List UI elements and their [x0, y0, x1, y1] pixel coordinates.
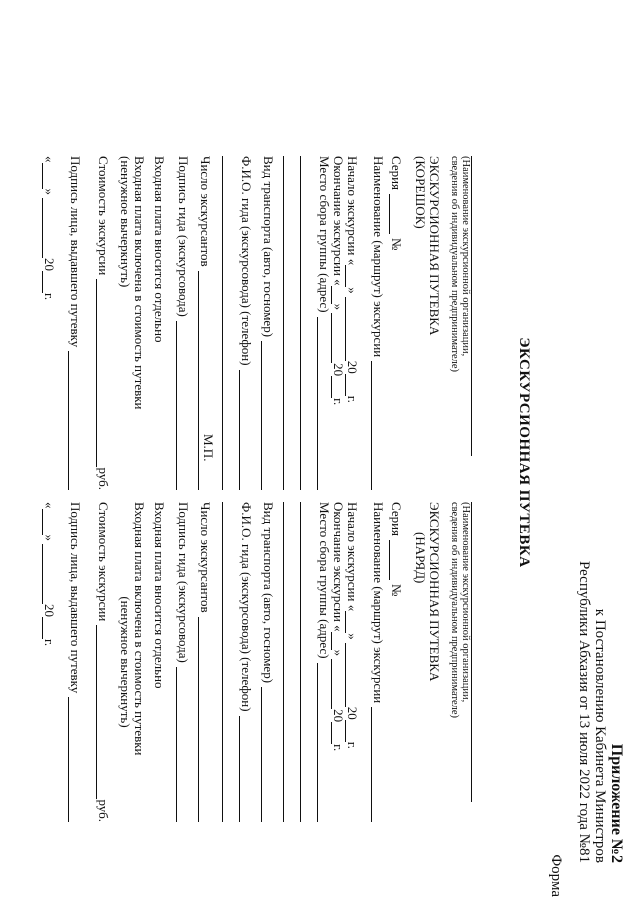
order-transport-field[interactable]	[261, 687, 274, 822]
order-fee-included: Входная плата включена в стоимость путевки	[132, 502, 147, 756]
order-strike-note: (ненужное вычеркнуть)	[118, 596, 133, 728]
issue-date-row	[42, 156, 56, 490]
stub-column	[42, 156, 486, 490]
start-row	[345, 156, 359, 490]
start-quote: »	[345, 287, 360, 294]
strike-note: (ненужное вычеркнуть)	[118, 156, 133, 288]
order-issue-date-close: »	[42, 534, 57, 541]
cost-row	[96, 156, 110, 490]
order-start-row	[345, 502, 359, 822]
end-row	[331, 156, 345, 490]
order-end-month-field[interactable]	[331, 659, 344, 709]
org-caption-2: сведения об индивидуальном предпринимателе)	[449, 156, 460, 373]
end-year-field[interactable]	[331, 376, 344, 398]
issue-year-field[interactable]	[42, 271, 55, 293]
order-guide-name-label: Ф.И.О. гида (экскурсовода) (телефон)	[239, 502, 254, 712]
guide-sign-field[interactable]	[176, 321, 189, 490]
guide-name-label: Ф.И.О. гида (экскурсовода) (телефон)	[239, 156, 254, 366]
appendix-line-2: к Постановлению Кабинета Министров	[592, 608, 608, 863]
order-start-day-field[interactable]	[345, 611, 358, 633]
order-issue-year-field[interactable]	[42, 617, 55, 639]
order-doc-title: ЭКСКУРСИОННАЯ ПУТЕВКА	[427, 502, 442, 682]
order-issue-date-open: «	[42, 502, 57, 509]
meeting-label: Место сбора группы (адрес)	[317, 156, 332, 313]
rub-label: руб.	[96, 467, 111, 490]
order-issuer-sign-field[interactable]	[68, 697, 81, 822]
order-number-label: №	[389, 584, 404, 597]
issue-year-prefix: 20	[42, 258, 57, 271]
order-doc-subtitle: (НАРЯД)	[413, 532, 428, 584]
order-issue-month-field[interactable]	[42, 544, 55, 604]
meeting-field[interactable]	[317, 317, 330, 490]
order-issuer-sign-row	[68, 502, 82, 822]
guide-name-row	[239, 156, 253, 490]
order-end-day-field[interactable]	[331, 632, 344, 650]
start-year-suffix: г.	[345, 395, 360, 403]
order-org-name-field	[471, 502, 486, 802]
order-rub-label: руб.	[96, 799, 111, 822]
order-cost-field[interactable]	[96, 625, 109, 799]
order-end-row	[331, 502, 345, 822]
order-column	[42, 502, 486, 822]
stamp-place: М.П.	[201, 434, 216, 462]
order-route-row	[371, 502, 385, 822]
order-start-year-field[interactable]	[345, 720, 358, 742]
end-quote: »	[331, 303, 346, 311]
order-issue-date-row	[42, 502, 56, 822]
cost-label: Стоимость экскурсии	[96, 156, 111, 276]
fee-included: Входная плата включена в стоимость путевки	[132, 156, 147, 410]
route-label: Наименование (маршрут) экскурсии	[371, 156, 386, 358]
order-guide-name-row	[239, 502, 253, 822]
issuer-sign-label: Подпись лица, выдавшего путевку	[68, 156, 83, 348]
order-series-label: Серия	[389, 502, 404, 537]
issuer-sign-field[interactable]	[68, 351, 81, 490]
issue-day-field[interactable]	[42, 163, 55, 189]
meeting-extra-line-2[interactable]	[283, 156, 300, 490]
order-issuer-sign-label: Подпись лица, выдавшего путевку	[68, 502, 83, 694]
end-label: Окончание экскурсии «	[331, 156, 346, 286]
order-series-row	[389, 502, 403, 822]
end-month-field[interactable]	[331, 313, 344, 363]
order-route-label: Наименование (маршрут) экскурсии	[371, 502, 386, 704]
order-guide-sign-field[interactable]	[176, 667, 189, 822]
meeting-extra-line[interactable]	[300, 156, 317, 490]
order-meeting-extra-line[interactable]	[300, 502, 317, 822]
appendix-header	[576, 561, 624, 863]
order-end-quote: »	[331, 649, 346, 657]
issue-year-suffix: г.	[42, 293, 57, 301]
end-year-prefix: 20	[331, 363, 346, 377]
cost-field[interactable]	[96, 279, 109, 467]
transport-field[interactable]	[261, 341, 274, 490]
issuer-sign-row	[68, 156, 82, 490]
order-route-field[interactable]	[371, 707, 384, 822]
page-title: ЭКСКУРСИОННАЯ ПУТЕВКА	[516, 337, 532, 568]
order-end-year-suffix: г.	[331, 744, 346, 752]
order-guide-name-extra-line[interactable]	[222, 502, 239, 822]
order-transport-row	[261, 502, 275, 822]
order-guide-name-field[interactable]	[239, 716, 252, 822]
start-year-field[interactable]	[345, 374, 358, 396]
start-month-field[interactable]	[345, 297, 358, 361]
stub-doc-title: ЭКСКУРСИОННАЯ ПУТЕВКА	[427, 156, 442, 336]
stub-doc-subtitle: (КОРЕШОК)	[413, 156, 428, 229]
order-guide-sign-row	[176, 502, 190, 822]
order-meeting-label: Место сбора группы (адрес)	[317, 502, 332, 659]
order-guide-sign-label: Подпись гида (экскурсовода)	[176, 502, 191, 663]
org-name-field	[471, 156, 486, 456]
tourists-label: Число экскурсантов	[198, 156, 213, 267]
guide-name-extra-line[interactable]	[222, 156, 239, 490]
end-day-field[interactable]	[331, 286, 344, 304]
order-issue-year-prefix: 20	[42, 604, 57, 617]
transport-row	[261, 156, 275, 490]
order-end-label: Окончание экскурсии «	[331, 502, 346, 632]
order-start-month-field[interactable]	[345, 643, 358, 707]
order-cost-row	[96, 502, 110, 822]
route-row	[371, 156, 385, 490]
order-meeting-field[interactable]	[317, 663, 330, 822]
order-fee-separate: Входная плата вносится отдельно	[152, 502, 167, 689]
guide-name-field[interactable]	[239, 370, 252, 490]
order-org-caption-2: сведения об индивидуальном предпринимателе)	[449, 502, 460, 719]
order-tourists-row	[198, 502, 212, 822]
series-row	[389, 156, 403, 490]
start-year-prefix: 20	[345, 360, 360, 374]
order-org-caption-1: (Наименование экскурсионной организации,	[460, 502, 471, 703]
org-caption-1: (Наименование экскурсионной организации,	[460, 156, 471, 357]
order-issue-day-field[interactable]	[42, 509, 55, 535]
order-end-year-field[interactable]	[331, 722, 344, 744]
order-series-field[interactable]	[389, 540, 402, 580]
order-meeting-row	[317, 502, 331, 822]
guide-sign-label: Подпись гида (экскурсовода)	[176, 156, 191, 317]
fee-separate: Входная плата вносится отдельно	[152, 156, 167, 343]
order-start-year-suffix: г.	[345, 741, 360, 749]
series-label: Серия	[389, 156, 404, 191]
order-start-quote: »	[345, 633, 360, 640]
transport-label: Вид транспорта (авто, госномер)	[261, 156, 276, 338]
order-start-label: Начало экскурсии «	[345, 502, 360, 612]
order-issue-year-suffix: г.	[42, 639, 57, 647]
start-label: Начало экскурсии «	[345, 156, 360, 266]
order-meeting-extra-line-2[interactable]	[283, 502, 300, 822]
series-field[interactable]	[389, 194, 402, 234]
issue-date-open: «	[42, 156, 57, 163]
order-cost-label: Стоимость экскурсии	[96, 502, 111, 622]
route-field[interactable]	[371, 361, 384, 490]
form-label: Форма	[548, 854, 564, 897]
number-label: №	[389, 238, 404, 251]
guide-sign-row	[176, 156, 190, 490]
order-transport-label: Вид транспорта (авто, госномер)	[261, 502, 276, 684]
order-end-year-prefix: 20	[331, 709, 346, 723]
start-day-field[interactable]	[345, 265, 358, 287]
order-tourists-field[interactable]	[198, 617, 211, 822]
issue-date-close: »	[42, 188, 57, 195]
appendix-title: Приложение №2	[608, 743, 625, 863]
order-start-year-prefix: 20	[345, 706, 360, 720]
order-tourists-label: Число экскурсантов	[198, 502, 213, 613]
issue-month-field[interactable]	[42, 198, 55, 258]
meeting-row	[317, 156, 331, 490]
appendix-line-3: Республики Абхазия от 13 июля 2022 года №81	[576, 561, 592, 863]
end-year-suffix: г.	[331, 398, 346, 406]
